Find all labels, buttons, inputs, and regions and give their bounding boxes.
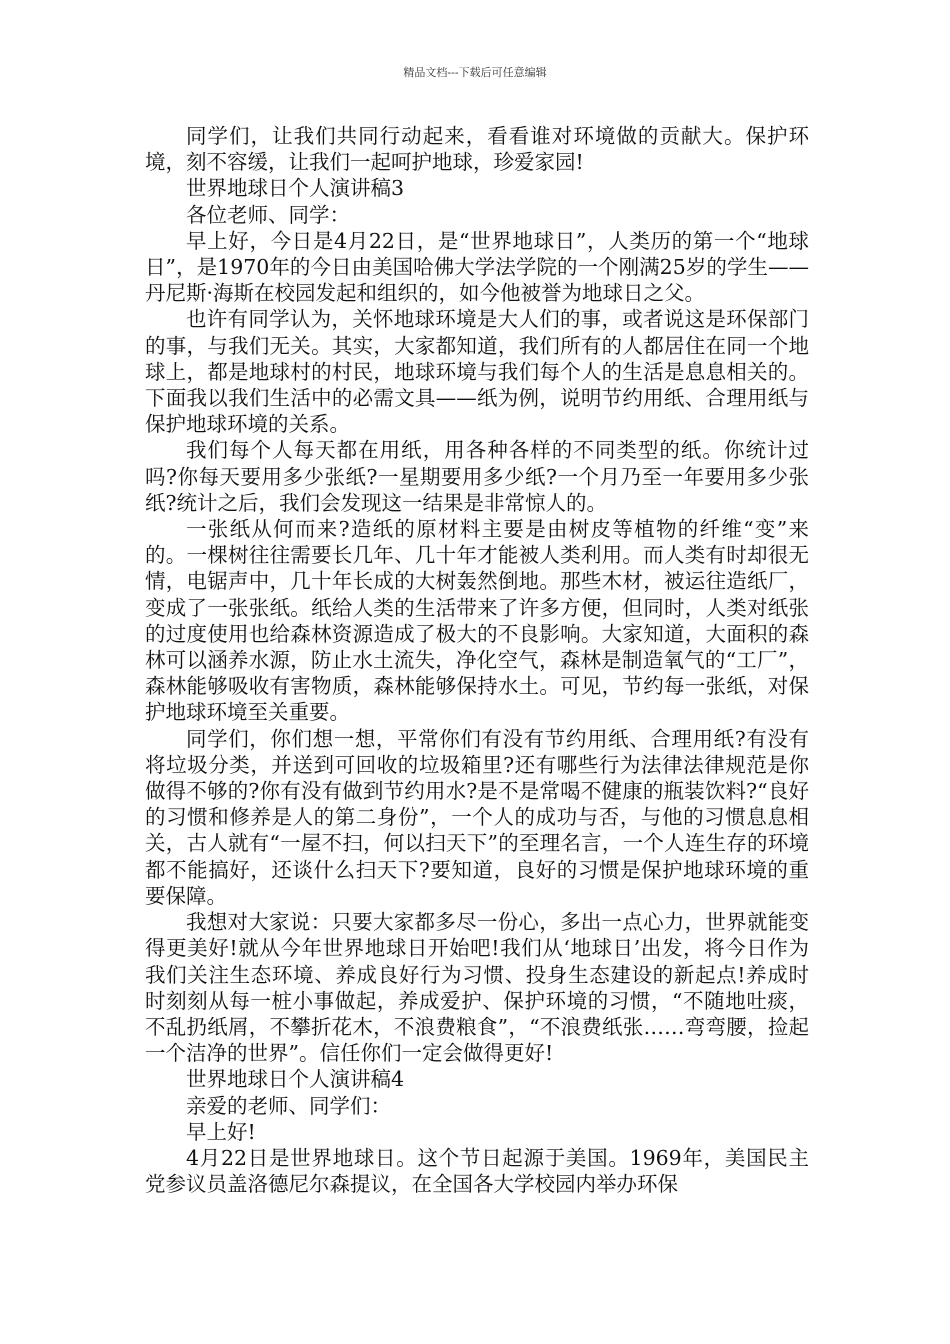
paragraph: 一张纸从何而来?造纸的原材料主要是由树皮等植物的纤维“变”来的。一棵树往往需要长几年、几十年才能被人类利用。而人类有时却很无情，电锯声中，几十年长成的大树轰然倒地。那些木材，被运往造纸厂，变成了一张张纸。纸给人类的生活带来了许多方便，但同时，人类对纸张的过度使用也给森林资源造成了极大的不良影响。大家知道，大面积的森林可以涵养水源，防止水土流失，净化空气，森林是制造氧气的“工厂”，森林能够吸收有害物质，森林能够保持水土。可见，节约每一张纸，对保护地球环境至关重要。 — [145, 517, 809, 725]
paragraph: 4月22日是世界地球日。这个节日起源于美国。1969年，美国民主党参议员盖洛德尼尔森提议，在全国各大学校园内举办环保 — [145, 1145, 809, 1197]
greeting: 早上好! — [186, 1119, 256, 1144]
section-title: 世界地球日个人演讲稿3 — [186, 176, 405, 201]
paragraph: 我们每个人每天都在用纸，用各种各样的不同类型的纸。你统计过吗?你每天要用多少张纸?一星期要用多少纸?一个月乃至一年要用多少张纸?统计之后，我们会发现这一结果是非常惊人的。 — [145, 438, 809, 515]
salutation: 亲爱的老师、同学们： — [186, 1093, 391, 1118]
paragraph: 也许有同学认为，关怀地球环境是大人们的事，或者说这是环保部门的事，与我们无关。其实，大家都知道，我们所有的人都居住在同一个地球上，都是地球村的村民，地球环境与我们每个人的生活是息息相关的。下面我以我们生活中的必需文具——纸为例，说明节约用纸、合理用纸与保护地球环境的关系。 — [145, 307, 809, 437]
paragraph: 我想对大家说：只要大家都多尽一份心，多出一点心力，世界就能变得更美好!就从今年世界地球日开始吧!我们从‘地球日’出发，将今日作为我们关注生态环境、养成良好行为习惯、投身生态建设的新起点!养成时时刻刻从每一桩小事做起，养成爱护、保护环境的习惯，“不随地吐痰，不乱扔纸屑，不攀折花木，不浪费粮食”，“不浪费纸张……弯弯腰，捡起一个洁净的世界”。信任你们一定会做得更好! — [145, 910, 809, 1066]
page-header: 精品文档---下载后可任意编辑 — [403, 66, 547, 79]
paragraph: 同学们，你们想一想，平常你们有没有节约用纸、合理用纸?有没有将垃圾分类，并送到可回收的垃圾箱里?还有哪些行为法律法律规范是你做得不够的?你有没有做到节约用水?是不是常喝不健康的瓶装饮料?“良好的习惯和修养是人的第二身份”，一个人的成功与否，与他的习惯息息相关，古人就有“一屋不扫，何以扫天下”的至理名言，一个人连生存的环境都不能搞好，还谈什么扫天下?要知道，良好的习惯是保护地球环境的重要保障。 — [145, 726, 809, 908]
paragraph: 同学们，让我们共同行动起来，看看谁对环境做的贡献大。保护环境，刻不容缓，让我们一起呵护地球，珍爱家园! — [145, 124, 809, 175]
salutation: 各位老师、同学： — [186, 202, 350, 227]
paragraph: 早上好，今日是4月22日，是“世界地球日”，人类历的第一个“地球日”，是1970年的今日由美国哈佛大学法学院的一个刚满25岁的学生——丹尼斯·海斯在校园发起和组织的，如今他被誉为地球日之父。 — [145, 228, 809, 306]
document-body — [145, 123, 809, 1197]
section-title: 世界地球日个人演讲稿4 — [186, 1067, 405, 1092]
